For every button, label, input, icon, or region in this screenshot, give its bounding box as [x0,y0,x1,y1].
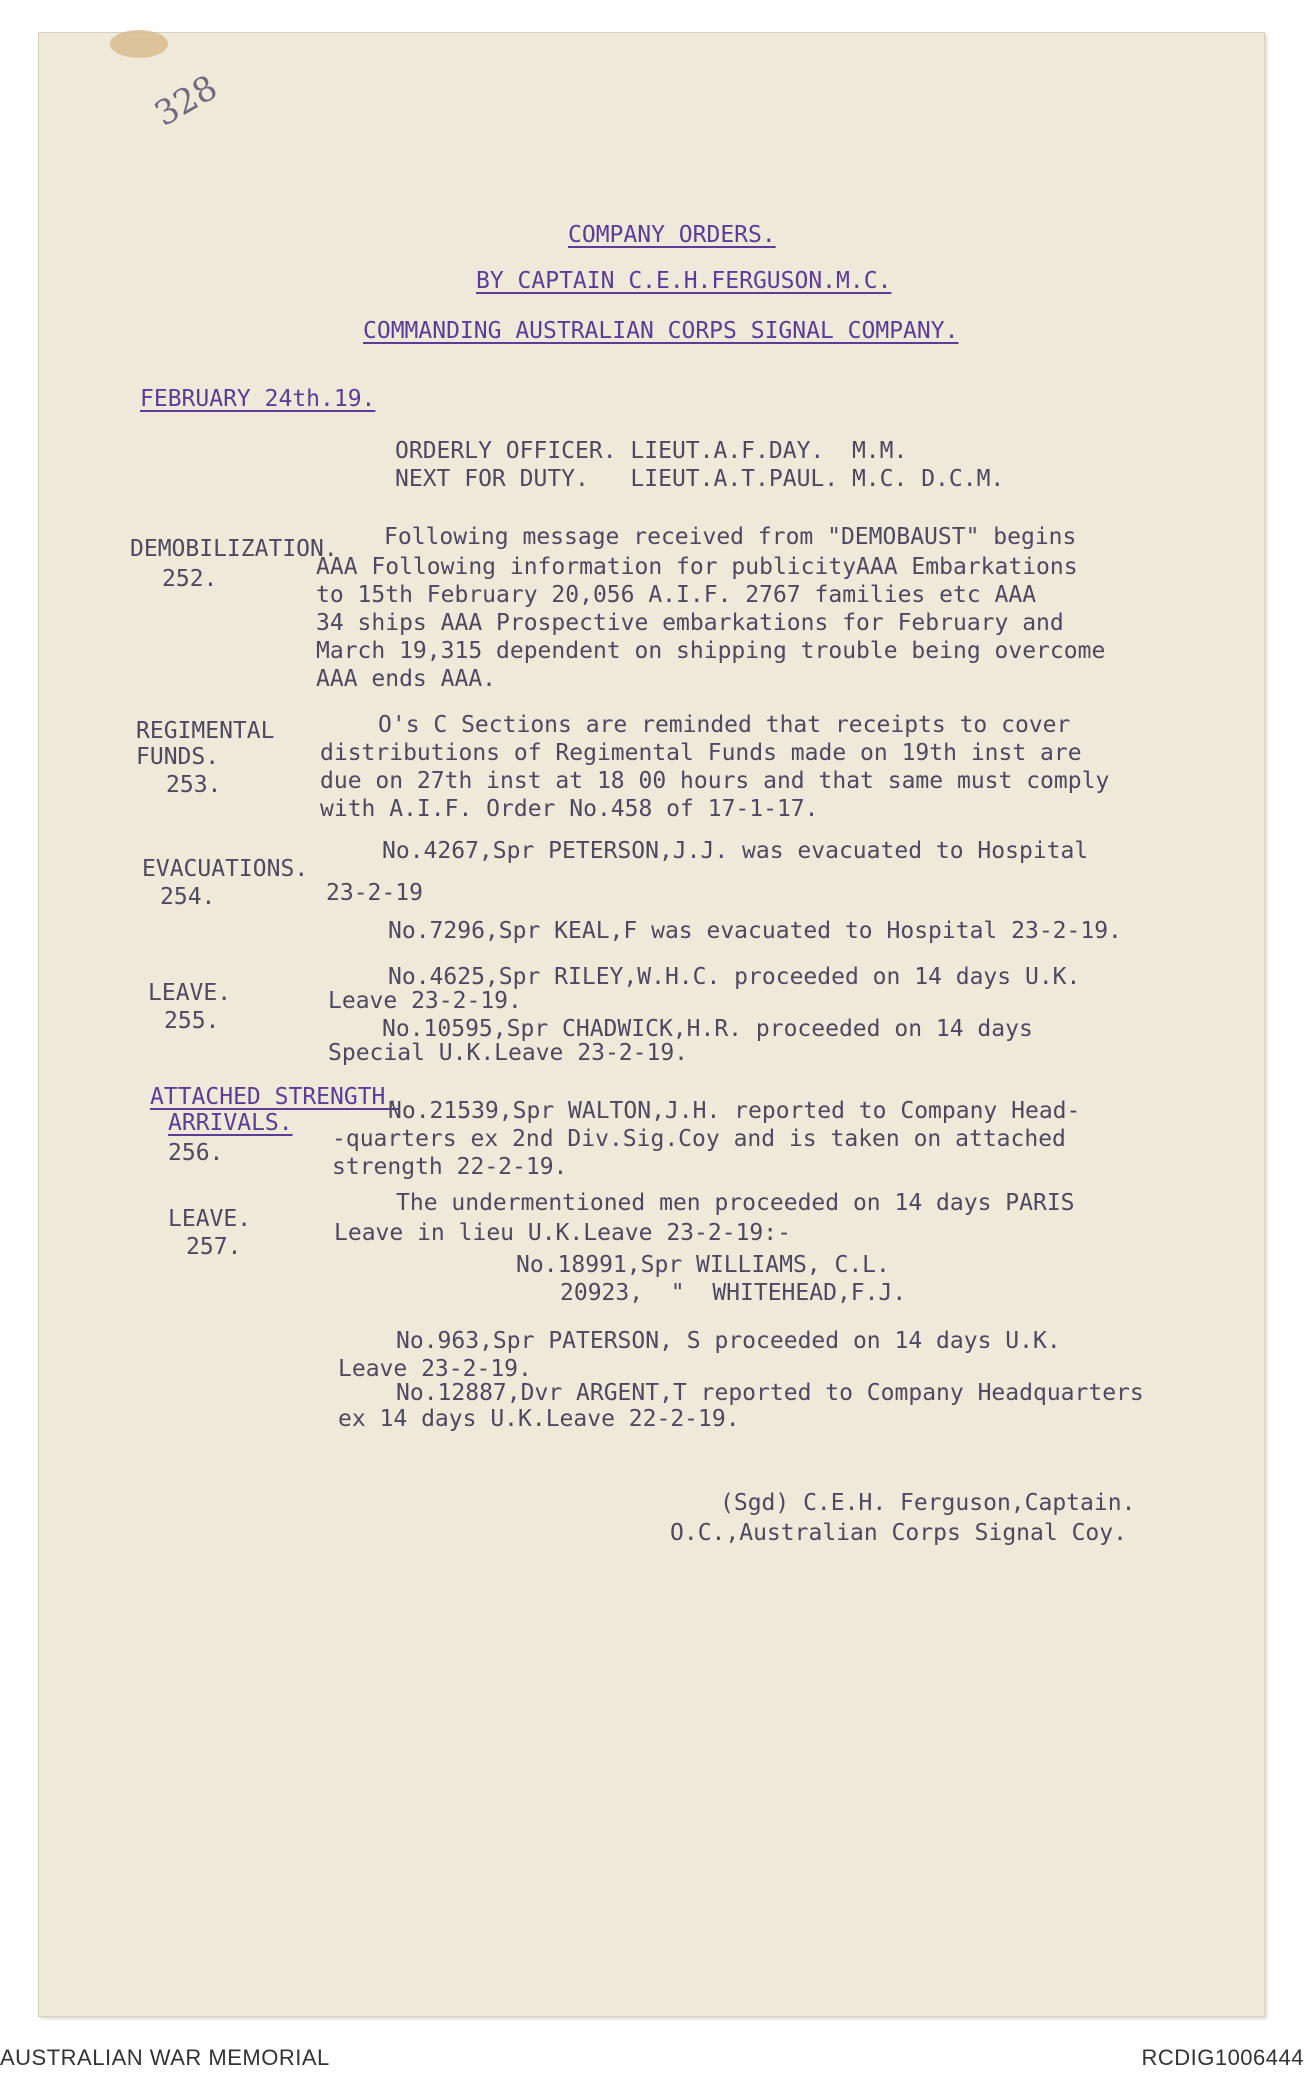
order-252-heading: DEMOBILIZATION. [130,536,338,562]
signature-line: (Sgd) C.E.H. Ferguson,Captain. [720,1490,1136,1516]
footer-reference: RCDIG1006444 [1141,2045,1304,2070]
page-number: 328 [148,67,225,135]
order-252-line: Following message received from "DEMOBAUST" begins [384,524,1077,550]
order-256-subheading: ARRIVALS. [168,1110,293,1136]
order-252-line: AAA ends AAA. [316,666,497,692]
signature-title: O.C.,Australian Corps Signal Coy. [670,1520,1127,1546]
order-254-heading: EVACUATIONS. [142,856,309,882]
paper-stain [110,30,168,58]
header-byline: BY CAPTAIN C.E.H.FERGUSON.M.C. [476,268,892,294]
order-257-line-4: Leave 23-2-19. [338,1356,532,1382]
order-252-line: to 15th February 20,056 A.I.F. 2767 families etc AAA [316,582,1037,608]
order-257-line-1: The undermentioned men proceeded on 14 days PARIS [396,1190,1075,1216]
order-254-line-2: 23-2-19 [326,880,423,906]
order-256-line: strength 22-2-19. [332,1154,568,1180]
order-date: FEBRUARY 24th.19. [140,386,376,412]
order-256-number: 256. [168,1140,224,1166]
order-253-line: O's C Sections are reminded that receipts to cover [378,712,1071,738]
order-257-heading: LEAVE. [168,1206,252,1232]
order-252-line: AAA Following information for publicityAAA Embarkations [316,554,1078,580]
header-commanding: COMMANDING AUSTRALIAN CORPS SIGNAL COMPANY. [363,318,959,344]
next-for-duty: NEXT FOR DUTY. LIEUT.A.T.PAUL. M.C. D.C.M. [395,466,1005,492]
order-254-line-1: No.4267,Spr PETERSON,J.J. was evacuated to Hospital [382,838,1089,864]
order-257-man-1: No.18991,Spr WILLIAMS, C.L. [516,1252,890,1278]
order-257-line-5: No.12887,Dvr ARGENT,T reported to Company Headquarters [396,1380,1144,1406]
order-252-line: March 19,315 dependent on shipping trouble being overcome [316,638,1106,664]
order-257-man-2: 20923, " WHITEHEAD,F.J. [560,1280,907,1306]
order-253-heading: REGIMENTAL [136,718,275,744]
order-252-line: 34 ships AAA Prospective embarkations for February and [316,610,1064,636]
footer-source: AUSTRALIAN WAR MEMORIAL [0,2045,330,2070]
order-257-line-6: ex 14 days U.K.Leave 22-2-19. [338,1406,740,1432]
order-255-heading: LEAVE. [148,980,232,1006]
order-253-number: 253. [166,772,222,798]
order-257-line-3: No.963,Spr PATERSON, S proceeded on 14 days U.K. [396,1328,1061,1354]
header-title: COMPANY ORDERS. [568,222,776,248]
order-257-number: 257. [186,1234,242,1260]
order-252-number: 252. [162,566,218,592]
order-256-line: -quarters ex 2nd Div.Sig.Coy and is taken on attached [332,1126,1066,1152]
order-253-line: due on 27th inst at 18 00 hours and that same must comply [320,768,1110,794]
order-254-line-3: No.7296,Spr KEAL,F was evacuated to Hospital 23-2-19. [388,918,1122,944]
order-255-line: Special U.K.Leave 23-2-19. [328,1040,689,1066]
order-253-line: distributions of Regimental Funds made on 19th inst are [320,740,1082,766]
orderly-officer: ORDERLY OFFICER. LIEUT.A.F.DAY. M.M. [395,438,908,464]
order-253-heading-2: FUNDS. [136,744,220,770]
order-256-heading: ATTACHED STRENGTH. [150,1084,400,1110]
order-257-line-2: Leave in lieu U.K.Leave 23-2-19:- [334,1220,791,1246]
order-255-line: No.4625,Spr RILEY,W.H.C. proceeded on 14 days U.K. [388,964,1081,990]
order-255-line: No.10595,Spr CHADWICK,H.R. proceeded on 14 days [382,1016,1033,1042]
order-256-line: No.21539,Spr WALTON,J.H. reported to Company Head- [388,1098,1081,1124]
order-255-number: 255. [164,1008,220,1034]
order-254-number: 254. [160,884,216,910]
order-255-line: Leave 23-2-19. [328,988,522,1014]
order-253-line: with A.I.F. Order No.458 of 17-1-17. [320,796,819,822]
